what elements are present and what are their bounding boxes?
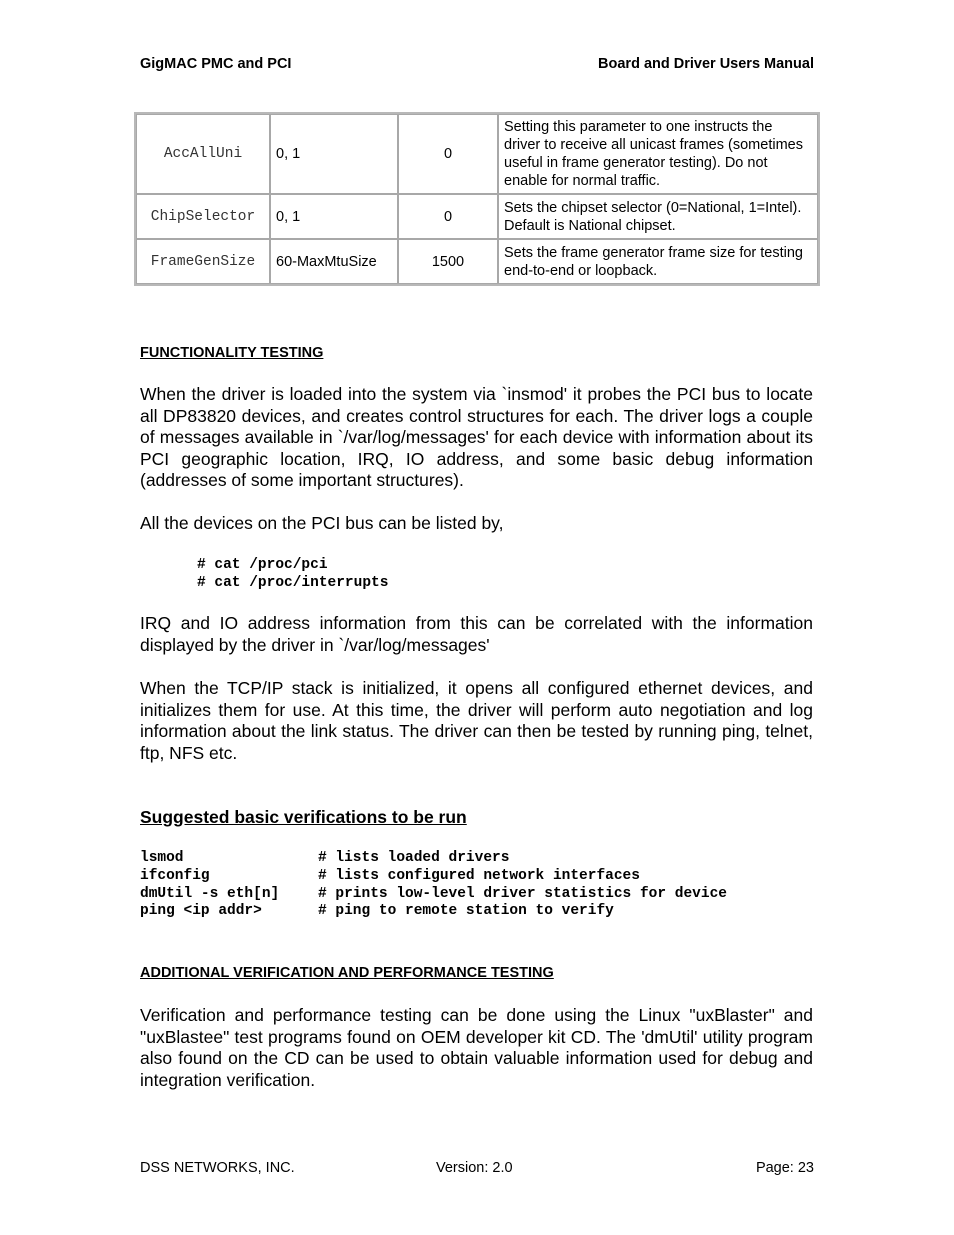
command-comment: # lists loaded drivers [318,850,510,866]
parameter-table [134,112,820,286]
param-description: Sets the chipset selector (0=National, 1=Intel). Default is National chipset. [498,194,818,239]
param-range: 0, 1 [270,114,398,194]
functionality-paragraph-1: When the driver is loaded into the system via `insmod' it probes the PCI bus to locate all DP83820 devices, and creates control structures for each. The driver logs a couple of messages available in `/var/log/messages' for each device with information about its PCI geographic location, IRQ, IO address, and some basic debug information (addresses of some important structures). [140,384,813,491]
header-title-left: GigMAC PMC and PCI [140,56,292,72]
command-name: lsmod [140,850,184,866]
param-default: 1500 [398,239,498,284]
param-range: 60-MaxMtuSize [270,239,398,284]
header-title-right: Board and Driver Users Manual [598,56,814,72]
code-line: # cat /proc/pci [197,557,328,573]
table-row [136,114,818,194]
command-name: ping <ip addr> [140,903,262,919]
command-comment: # prints low-level driver statistics for device [318,886,727,902]
param-range: 0, 1 [270,194,398,239]
command-name: ifconfig [140,868,210,884]
suggested-heading: Suggested basic verifications to be run [140,807,467,827]
table-row [136,194,818,239]
command-name: dmUtil -s eth[n] [140,886,280,902]
code-line: # cat /proc/interrupts [197,575,389,591]
param-name: ChipSelector [136,194,270,239]
param-default: 0 [398,194,498,239]
param-default: 0 [398,114,498,194]
footer-company: DSS NETWORKS, INC. [140,1160,295,1176]
table-row [136,239,818,284]
functionality-paragraph-4: When the TCP/IP stack is initialized, it opens all configured ethernet devices, and initializes them for use. At this time, the driver will perform auto negotiation and log information about the link status. The driver can then be tested by running ping, telnet, ftp, NFS etc. [140,678,813,763]
param-description: Sets the frame generator frame size for testing end-to-end or loopback. [498,239,818,284]
functionality-paragraph-2: All the devices on the PCI bus can be listed by, [140,513,504,533]
param-name: AccAllUni [136,114,270,194]
param-name: FrameGenSize [136,239,270,284]
footer-version: Version: 2.0 [436,1160,513,1176]
functionality-paragraph-3: IRQ and IO address information from this can be correlated with the information displayed by the driver in `/var/log/messages' [140,613,813,655]
param-description: Setting this parameter to one instructs the driver to receive all unicast frames (sometimes useful in frame generator testing). Do not enable for normal traffic. [498,114,818,194]
functionality-heading: FUNCTIONALITY TESTING [140,345,324,361]
footer-page-number: Page: 23 [755,1160,814,1176]
additional-heading: ADDITIONAL VERIFICATION AND PERFORMANCE TESTING [140,965,554,981]
additional-paragraph: Verification and performance testing can be done using the Linux "uxBlaster" and "uxBlastee" test programs found on OEM developer kit CD. The 'dmUtil' utility program also found on the CD can be used to obtain valuable information used for debug and integration verification. [140,1005,813,1090]
command-comment: # lists configured network interfaces [318,868,640,884]
command-comment: # ping to remote station to verify [318,903,614,919]
